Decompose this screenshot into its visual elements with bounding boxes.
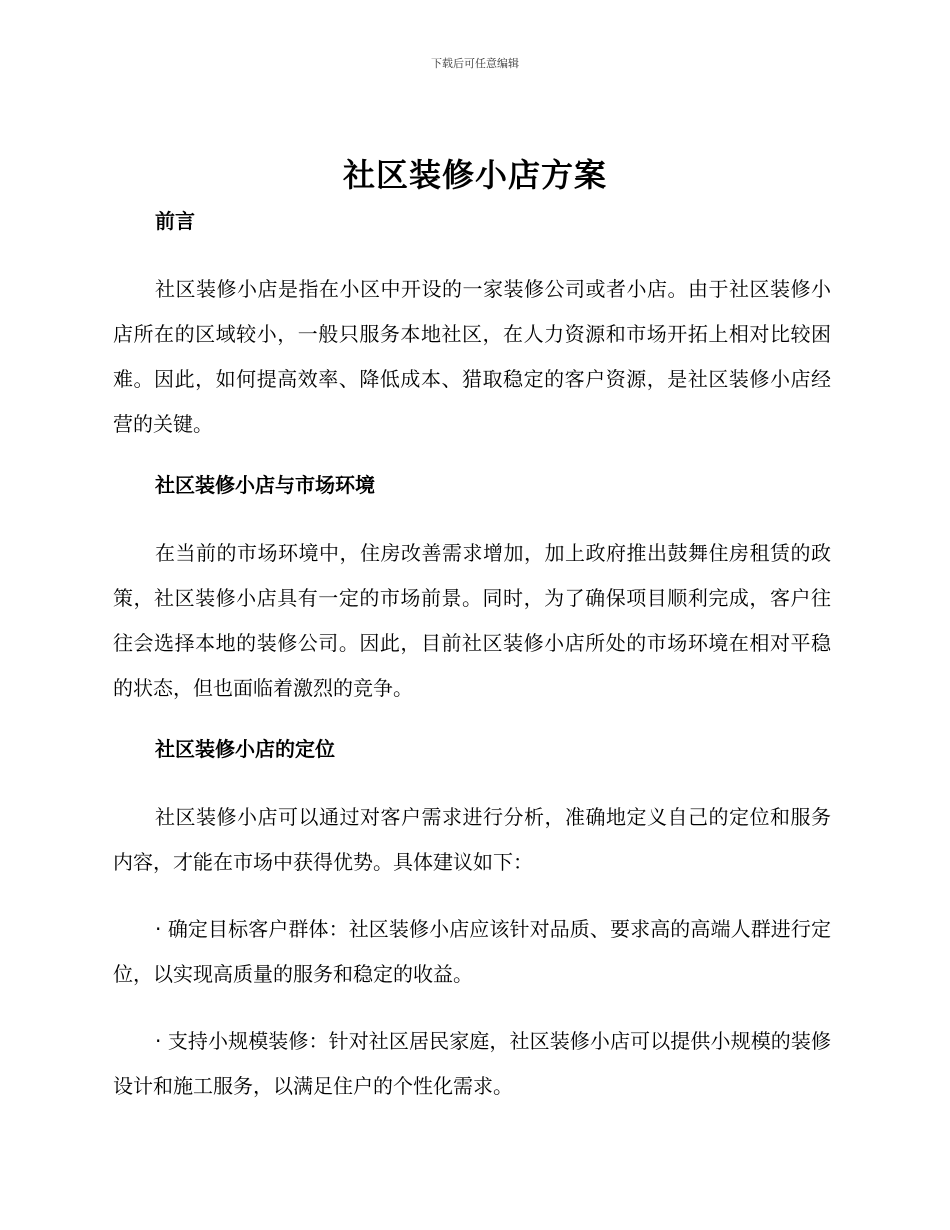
paragraph-positioning: 社区装修小店可以通过对客户需求进行分析，准确地定义自己的定位和服务内容，才能在市场中获得优势。具体建议如下： — [113, 805, 831, 874]
document-body — [113, 205, 831, 1109]
bullet-small-scale: · 支持小规模装修：针对社区居民家庭，社区装修小店可以提供小规模的装修设计和施工服务，以满足住户的个性化需求。 — [113, 1029, 831, 1098]
section-heading-preface: 前言 — [155, 209, 195, 233]
paragraph-market: 在当前的市场环境中，住房改善需求增加，加上政府推出鼓舞住房租赁的政策，社区装修小店具有一定的市场前景。同时，为了确保项目顺利完成，客户往往会选择本地的装修公司。因此，目前社区装修小店所处的市场环境在相对平稳的状态，但也面临着激烈的竞争。 — [113, 541, 831, 700]
header-note: 下载后可任意编辑 — [431, 57, 519, 70]
section-heading-market: 社区装修小店与市场环境 — [155, 473, 375, 497]
document-title: 社区装修小店方案 — [342, 156, 607, 194]
paragraph-preface: 社区装修小店是指在小区中开设的一家装修公司或者小店。由于社区装修小店所在的区域较小，一般只服务本地社区，在人力资源和市场开拓上相对比较困难。因此，如何提高效率、降低成本、猎取稳定的客户资源，是社区装修小店经营的关键。 — [113, 277, 831, 436]
section-heading-positioning: 社区装修小店的定位 — [155, 737, 335, 761]
bullet-target-customers: · 确定目标客户群体：社区装修小店应该针对品质、要求高的高端人群进行定位，以实现高质量的服务和稳定的收益。 — [113, 917, 831, 986]
